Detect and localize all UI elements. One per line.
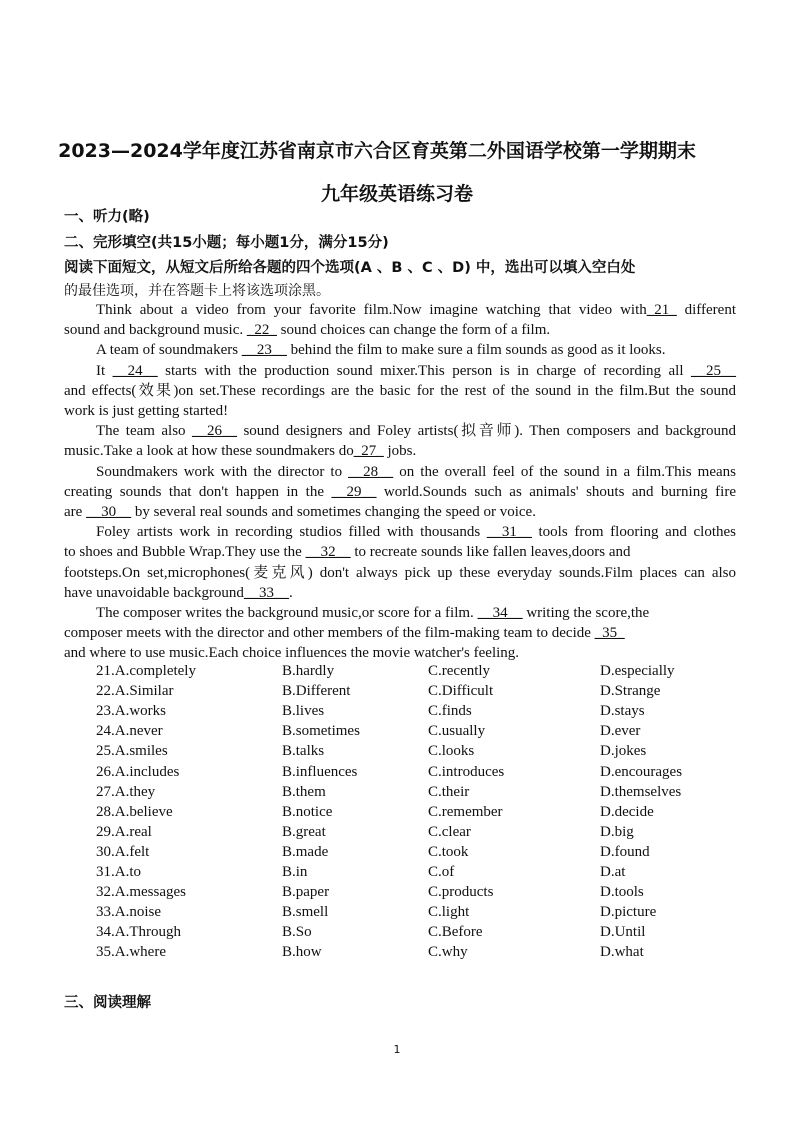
answer-blank: _27_ (353, 443, 384, 460)
answer-blank: _35_ (594, 625, 625, 642)
passage-text: sound designers and Foley artists(拟音师). Then composers and background (237, 423, 737, 440)
passage-line (96, 522, 736, 542)
option-c: C.clear (428, 823, 471, 840)
answer-blank: _22_ (246, 322, 277, 339)
passage-text: and effects(效果)on set.These recordings are the basic for the rest of the sound in the film.But the sound (64, 382, 736, 399)
option-c: C.of (428, 864, 455, 880)
option-a: 33.A.noise (96, 904, 161, 921)
option-a: 24.A.never (96, 723, 163, 740)
passage-text: sound choices can change the form of a film. (276, 322, 551, 339)
passage-text: work is just getting started! (64, 403, 229, 419)
option-c: C.light (428, 904, 470, 921)
option-b: B.talks (282, 743, 325, 760)
option-a: 32.A.messages (96, 884, 186, 901)
passage-text: footsteps.On set,microphones(麦克风) don't always pick up these everyday sounds.Film places can also (64, 564, 736, 581)
passage-line (64, 563, 736, 583)
title-line-1: 2023—2024学年度江苏省南京市六合区育英第二外国语学校第一学期期末 (58, 140, 696, 162)
option-b: B.great (282, 823, 326, 840)
option-c: C.recently (428, 663, 491, 679)
answer-blank: __24__ (112, 362, 158, 379)
option-a: 35.A.where (96, 944, 166, 961)
option-c: C.finds (428, 703, 472, 720)
option-b: B.them (282, 783, 326, 800)
passage-text: jobs. (383, 443, 417, 460)
passage-text: sound and background music. (64, 322, 247, 339)
option-c: C.introduces (428, 763, 505, 780)
option-b: B.hardly (282, 663, 335, 679)
option-b: B.sometimes (282, 723, 360, 740)
passage-text: different (676, 302, 736, 318)
option-b: B.made (282, 843, 329, 860)
passage-text: Think about a video from your favorite film.Now imagine watching that video with (96, 302, 647, 318)
option-c: C.why (428, 944, 468, 961)
passage-text: to shoes and Bubble Wrap.They use the (64, 544, 306, 561)
passage-line (64, 381, 736, 401)
passage-line (96, 340, 736, 360)
passage-text: composer meets with the director and other members of the film-making team to decide (64, 625, 595, 642)
option-d: D.Until (600, 924, 646, 941)
option-b: B.notice (282, 803, 333, 820)
answer-blank: __32__ (305, 544, 351, 561)
passage-text: music.Take a look at how these soundmakers do (64, 443, 354, 460)
passage-line (96, 603, 736, 623)
option-d: D.encourages (600, 763, 683, 780)
cloze-instruction-line-2: 的最佳选项，并在答题卡上将该选项涂黑。 (64, 283, 330, 299)
option-b: B.lives (282, 703, 325, 720)
passage-text: writing the score,the (522, 605, 650, 621)
option-d: D.found (600, 843, 650, 860)
passage-text: Soundmakers work with the director to (96, 463, 349, 480)
page-number: 1 (393, 1043, 401, 1056)
answer-blank: __33__ (243, 584, 289, 601)
option-a: 21.A.completely (96, 663, 196, 679)
passage-line (96, 300, 736, 320)
passage-text: have unavoidable background (64, 584, 244, 601)
option-b: B.Different (282, 683, 351, 700)
option-b: B.how (282, 944, 322, 961)
option-b: B.smell (282, 904, 329, 921)
passage-line (64, 441, 736, 461)
option-b: B.in (282, 864, 308, 880)
option-b: B.paper (282, 884, 330, 901)
section-listening-heading: 一、听力(略) (64, 209, 150, 225)
option-c: C.products (428, 884, 494, 901)
answer-blank: __31__ (486, 524, 532, 541)
passage-text: world.Sounds such as animals' shouts and burning fire (376, 483, 736, 500)
option-d: D.decide (600, 803, 654, 820)
passage-line (64, 643, 736, 663)
passage-text: behind the film to make sure a film sounds as good as it looks. (286, 342, 666, 359)
option-d: D.tools (600, 884, 644, 901)
option-a: 27.A.they (96, 783, 156, 800)
passage-line (64, 623, 736, 643)
option-d: D.especially (600, 663, 675, 679)
passage-text: to recreate sounds like fallen leaves,doors and (350, 544, 631, 561)
option-c: C.remember (428, 803, 503, 820)
cloze-instruction-line-1: 阅读下面短文，从短文后所给各题的四个选项(A 、B 、C 、D) 中，选出可以填入空白处 (64, 260, 636, 276)
option-c: C.their (428, 783, 470, 800)
passage-line (64, 502, 736, 522)
passage-text: It (96, 362, 113, 379)
option-a: 30.A.felt (96, 843, 150, 860)
passage-line (96, 421, 736, 441)
passage-line (96, 361, 736, 381)
option-d: D.what (600, 944, 644, 961)
passage-text: on the overall feel of the sound in a film.This means (393, 463, 736, 480)
option-d: D.ever (600, 723, 641, 740)
option-d: D.jokes (600, 743, 647, 760)
section-cloze-heading: 二、完形填空(共15小题；每小题1分，满分15分) (64, 235, 389, 251)
option-a: 31.A.to (96, 864, 141, 880)
option-c: C.looks (428, 743, 475, 760)
option-a: 25.A.smiles (96, 743, 168, 760)
passage-line (64, 401, 736, 421)
passage-line (64, 482, 736, 502)
option-d: D.Strange (600, 683, 661, 700)
passage-line (64, 320, 736, 340)
option-c: C.usually (428, 723, 486, 740)
passage-line (96, 462, 736, 482)
option-c: C.took (428, 843, 469, 860)
answer-blank: __25__ (691, 362, 736, 379)
passage-text: starts with the production sound mixer.This person is in charge of recording all (157, 362, 691, 379)
passage-line (64, 542, 736, 562)
passage-line (64, 583, 736, 603)
answer-blank: __28__ (348, 463, 394, 480)
option-b: B.influences (282, 763, 358, 780)
answer-blank: _21_ (646, 302, 677, 318)
passage-text: and where to use music.Each choice influences the movie watcher's feeling. (64, 645, 520, 662)
passage-text: by several real sounds and sometimes changing the speed or voice. (131, 504, 536, 520)
option-d: D.picture (600, 904, 657, 921)
passage-text: creating sounds that don't happen in the (64, 483, 332, 500)
passage-text: tools from flooring and clothes (531, 524, 736, 541)
answer-blank: __30__ (86, 504, 132, 520)
passage-text: A team of soundmakers (96, 342, 242, 359)
option-d: D.themselves (600, 783, 682, 800)
option-a: 23.A.works (96, 703, 166, 720)
passage-text: The composer writes the background music,or score for a film. (96, 605, 478, 621)
passage-text: . (288, 584, 293, 601)
option-a: 28.A.believe (96, 803, 173, 820)
option-b: B.So (282, 924, 312, 941)
option-a: 34.A.Through (96, 924, 181, 941)
option-d: D.stays (600, 703, 645, 720)
section-reading-heading: 三、阅读理解 (64, 995, 151, 1011)
option-a: 29.A.real (96, 823, 152, 840)
answer-blank: __23__ (241, 342, 287, 359)
option-d: D.at (600, 864, 626, 880)
option-a: 26.A.includes (96, 763, 180, 780)
passage-text: are (64, 504, 87, 520)
title-line-2: 九年级英语练习卷 (320, 183, 473, 205)
option-a: 22.A.Similar (96, 683, 174, 700)
answer-blank: __26__ (192, 423, 238, 440)
answer-blank: __34__ (477, 605, 523, 621)
option-d: D.big (600, 823, 634, 840)
answer-blank: __29__ (331, 483, 377, 500)
option-c: C.Before (428, 924, 483, 941)
passage-text: Foley artists work in recording studios filled with thousands (96, 524, 487, 541)
option-c: C.Difficult (428, 683, 494, 700)
passage-text: The team also (96, 423, 193, 440)
